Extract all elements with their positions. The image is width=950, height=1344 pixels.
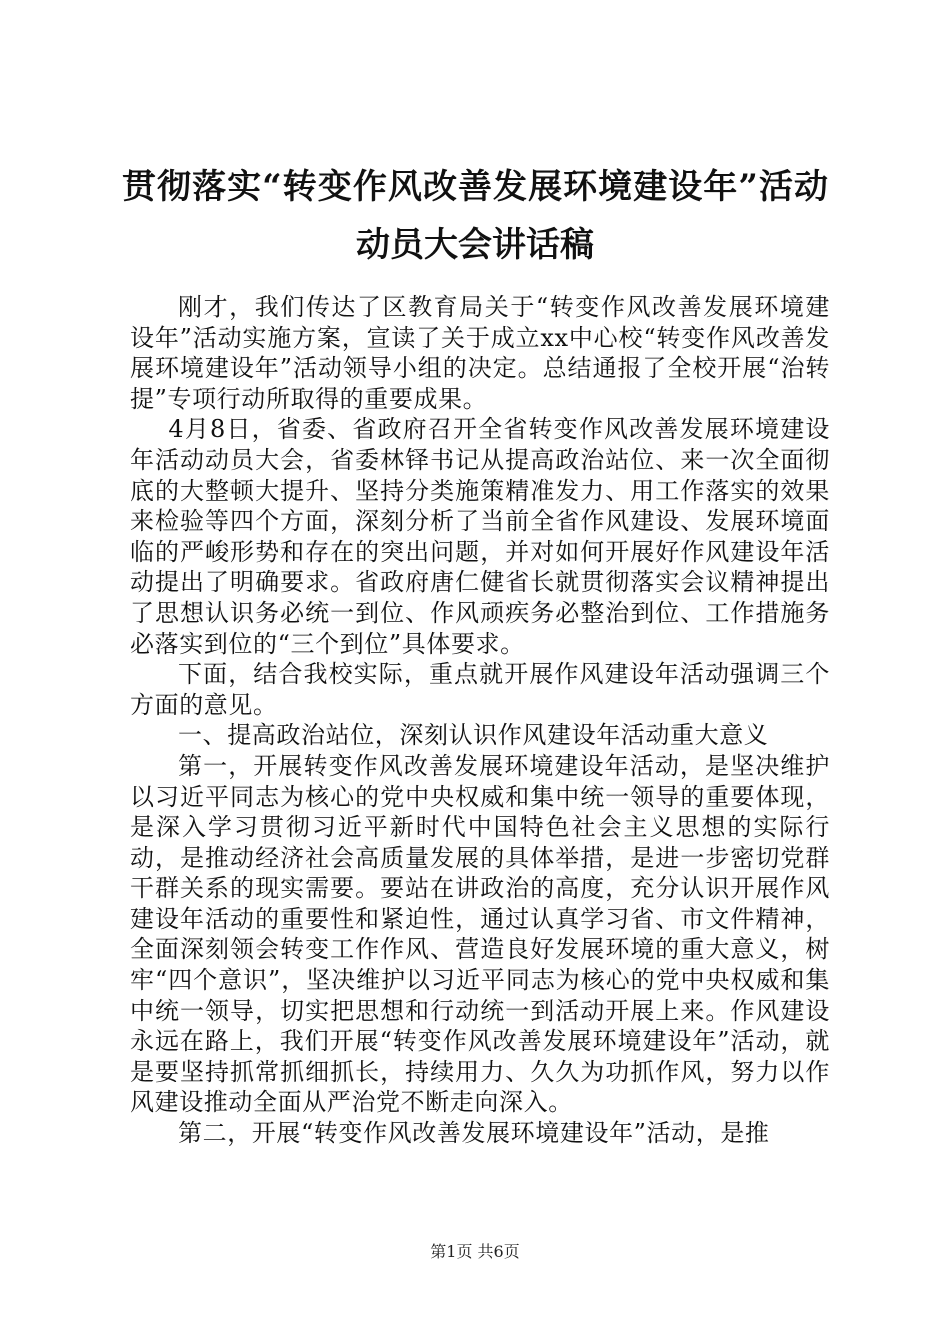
paragraph-5: 第二，开展“转变作风改善发展环境建设年”活动，是推 xyxy=(178,1119,770,1148)
section-heading-1: 一、提高政治站位，深刻认识作风建设年活动重大意义 xyxy=(178,721,769,750)
paragraph-2: 4月8日，省委、省政府召开全省转变作风改善发展环境建设年活动动员大会，省委林铎书记从提高政治站位、来一次全面彻底的大整顿大提升、坚持分类施策精准发力、用工作落实的效果来检验等四个方面，深刻分析了当前全省作风建设、发展环境面临的严峻形势和存在的突出问题，并对如何开展好作风建设年活动提出了明确要求。省政府唐仁健省长就贯彻落实会议精神提出了思想认识务必统一到位、作风顽疾务必整治到位、工作措施务必落实到位的“三个到位”具体要求。 xyxy=(130,415,830,658)
document-title: 贯彻落实“转变作风改善发展环境建设年”活动动员大会讲话稿 xyxy=(122,167,828,265)
paragraph-1: 刚才，我们传达了区教育局关于“转变作风改善发展环境建设年”活动实施方案，宣读了关于成立xx中心校“转变作风改善发展环境建设年”活动领导小组的决定。总结通报了全校开展“治转提”专项行动所取得的重要成果。 xyxy=(130,293,830,413)
document-body xyxy=(130,292,830,1149)
page-footer: 第1页 共6页 xyxy=(430,1242,520,1261)
paragraph-4: 第一，开展转变作风改善发展环境建设年活动，是坚决维护以习近平同志为核心的党中央权威和集中统一领导的重要体现，是深入学习贯彻习近平新时代中国特色社会主义思想的实际行动，是推动经济社会高质量发展的具体举措，是进一步密切党群干群关系的现实需要。要站在讲政治的高度，充分认识开展作风建设年活动的重要性和紧迫性，通过认真学习省、市文件精神，全面深刻领会转变工作作风、营造良好发展环境的重大意义，树牢“四个意识”，坚决维护以习近平同志为核心的党中央权威和集中统一领导，切实把思想和行动统一到活动开展上来。作风建设永远在路上，我们开展“转变作风改善发展环境建设年”活动，就是要坚持抓常抓细抓长，持续用力、久久为功抓作风，努力以作风建设推动全面从严治党不断走向深入。 xyxy=(130,751,830,1117)
paragraph-3: 下面，结合我校实际，重点就开展作风建设年活动强调三个方面的意见。 xyxy=(130,660,830,719)
